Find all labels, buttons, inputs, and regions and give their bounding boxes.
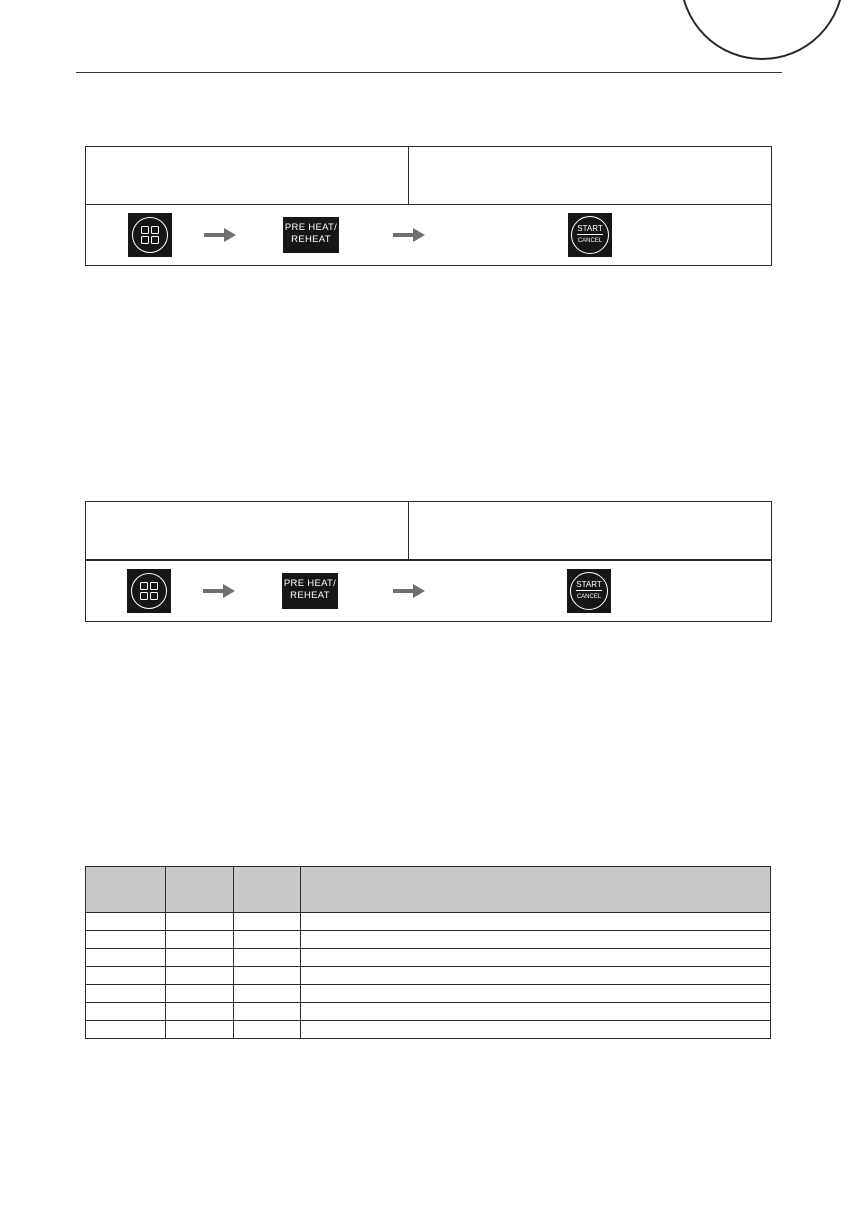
start-key-ring <box>571 216 609 254</box>
start-key-divider <box>577 234 603 235</box>
table-cell <box>166 985 234 1003</box>
arrow-right-icon <box>203 584 235 598</box>
start-key-divider <box>576 590 602 591</box>
arrow-right-icon <box>204 228 236 242</box>
table-row <box>86 1021 771 1039</box>
table-cell <box>234 1021 301 1039</box>
table-row <box>86 985 771 1003</box>
table-row <box>86 949 771 967</box>
start-key-ring <box>570 572 608 610</box>
arrow-right-icon <box>393 584 425 598</box>
instruction-box-2 <box>85 501 772 622</box>
table-cell <box>86 967 166 985</box>
table-header-cell <box>86 867 166 913</box>
table-cell <box>86 985 166 1003</box>
cancel-key-label: CANCEL <box>576 594 602 600</box>
start-cancel-key <box>567 569 611 613</box>
preheat-reheat-key <box>283 217 339 253</box>
page-corner-circle <box>680 0 844 60</box>
table-cell <box>301 985 771 1003</box>
table-cell <box>86 949 166 967</box>
table-cell <box>86 1003 166 1021</box>
start-key-label: START <box>576 580 602 589</box>
table-cell <box>166 1003 234 1021</box>
key-sequence <box>86 205 771 265</box>
menu-grid-icon <box>140 582 158 600</box>
instruction-header-left <box>86 502 409 559</box>
table-row <box>86 913 771 931</box>
instruction-header-row <box>86 147 771 205</box>
table-header-row <box>86 867 771 913</box>
arrow-right-icon <box>393 228 425 242</box>
table-cell <box>166 967 234 985</box>
table-cell <box>234 949 301 967</box>
table-cell <box>166 949 234 967</box>
table-cell <box>166 1021 234 1039</box>
table-header-cell <box>301 867 771 913</box>
data-table <box>85 866 771 1039</box>
table-cell <box>86 913 166 931</box>
table-cell <box>301 931 771 949</box>
menu-key <box>127 569 171 613</box>
instruction-header-right <box>409 147 771 204</box>
table-cell <box>234 967 301 985</box>
preheat-key-label-line1: PRE HEAT/ <box>284 222 338 233</box>
header-rule <box>76 72 782 73</box>
preheat-key-label-line1: PRE HEAT/ <box>283 578 337 589</box>
table-cell <box>86 1021 166 1039</box>
preheat-key-label-line2: REHEAT <box>290 590 330 601</box>
table-cell <box>301 1021 771 1039</box>
table-header-cell <box>166 867 234 913</box>
table-cell <box>234 931 301 949</box>
table-row <box>86 1003 771 1021</box>
table-cell <box>234 913 301 931</box>
start-key-label: START <box>577 224 603 233</box>
table-cell <box>86 931 166 949</box>
instruction-header-right <box>409 502 771 559</box>
table-cell <box>301 1003 771 1021</box>
table-cell <box>234 985 301 1003</box>
table-cell <box>234 1003 301 1021</box>
preheat-key-label-line2: REHEAT <box>291 234 331 245</box>
table-cell <box>301 949 771 967</box>
cancel-key-label: CANCEL <box>577 238 603 244</box>
table-row <box>86 967 771 985</box>
instruction-header-left <box>86 147 409 204</box>
table-cell <box>301 913 771 931</box>
table-cell <box>166 931 234 949</box>
instruction-box-1 <box>85 146 772 266</box>
instruction-header-row <box>86 502 771 561</box>
table-cell <box>166 913 234 931</box>
table-row <box>86 931 771 949</box>
table-cell <box>301 967 771 985</box>
table-header-cell <box>234 867 301 913</box>
preheat-reheat-key <box>282 573 338 609</box>
menu-key <box>128 213 172 257</box>
key-sequence <box>86 561 771 621</box>
menu-grid-icon <box>141 226 159 244</box>
start-cancel-key <box>568 213 612 257</box>
